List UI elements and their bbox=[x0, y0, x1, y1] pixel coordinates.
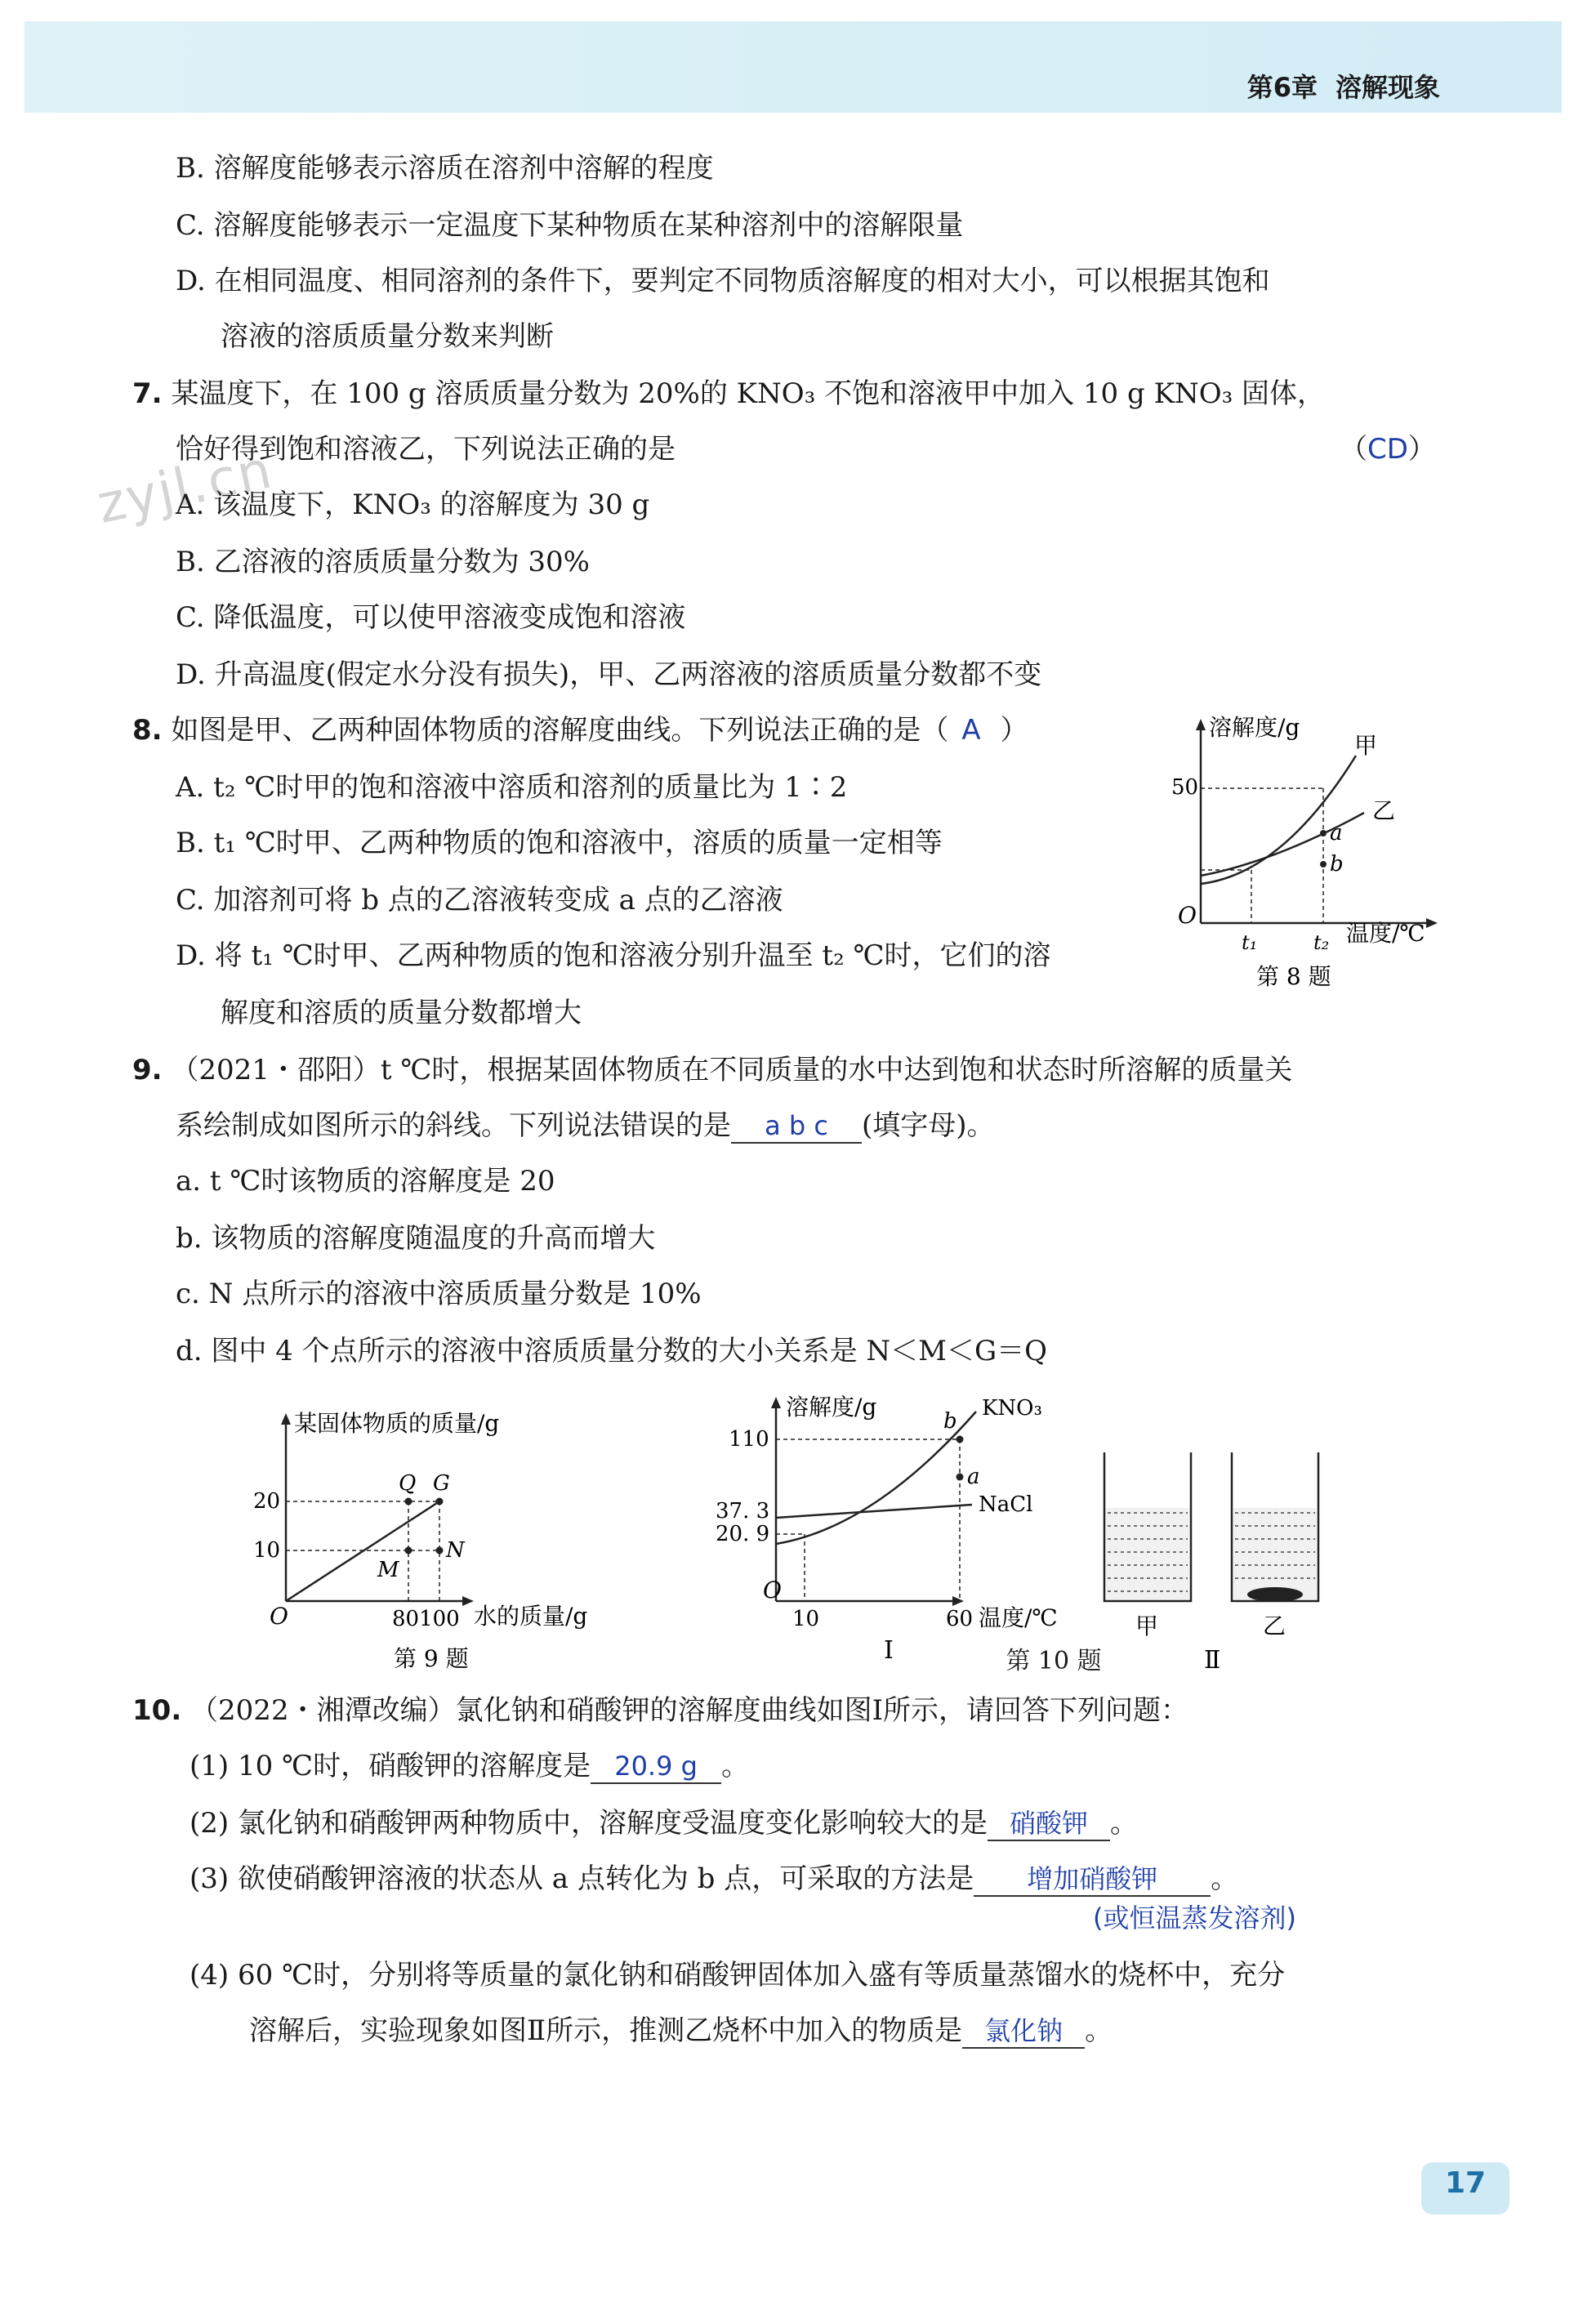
q10-kno3-label: KNO₃ bbox=[982, 1396, 1042, 1421]
q10-curve-nacl bbox=[776, 1505, 972, 1518]
q7-stem-line1 bbox=[132, 376, 1325, 412]
q9-label-g: G bbox=[433, 1471, 450, 1496]
q7-stem-text1: 某温度下，在 100 g 溶质质量分数为 20%的 KNO₃ 不饱和溶液甲中加入 10 g KNO₃ 固体， bbox=[171, 377, 1326, 410]
q8-solubility-chart bbox=[1160, 703, 1462, 997]
q10-y-tick-110: 110 bbox=[729, 1427, 769, 1452]
q10-caption: 第 10 题 bbox=[1006, 1647, 1102, 1675]
q10-y-tick-37: 37. 3 bbox=[716, 1499, 770, 1523]
q8-option-d-line2: 解度和溶质的质量分数都增大 bbox=[221, 997, 582, 1029]
q10-origin: O bbox=[763, 1577, 782, 1604]
q8-stem bbox=[132, 712, 1028, 748]
q10-part1-answer: 20.9 g bbox=[591, 1750, 721, 1784]
q8-point-b bbox=[1320, 861, 1327, 868]
q9-point-n bbox=[436, 1547, 444, 1555]
q8-x-tick-t2: t₂ bbox=[1313, 931, 1330, 954]
q8-label-b: b bbox=[1330, 852, 1344, 877]
q10-stem bbox=[132, 1693, 1188, 1729]
q9-label-q: Q bbox=[399, 1471, 417, 1496]
q9-stem-text2: 系绘制成如图所示的斜线。下列说法错误的是 bbox=[176, 1109, 731, 1142]
q7-paren-close: ） bbox=[1407, 433, 1436, 466]
q7-option-a: A. 该温度下，KNO₃ 的溶解度为 30 g bbox=[176, 488, 650, 521]
q9-y-tick-20: 20 bbox=[253, 1489, 281, 1514]
q7-paren-open: （ bbox=[1340, 433, 1367, 466]
q10-part4-line1: (4) 60 ℃时，分别将等质量的氯化钠和硝酸钾固体加入盛有等质量蒸馏水的烧杯中，充分 bbox=[190, 1959, 1286, 1992]
q7-answer-box bbox=[1340, 431, 1436, 467]
q9-option-a: a. t ℃时该物质的溶解度是 20 bbox=[176, 1165, 555, 1198]
q10-x-tick-10: 10 bbox=[792, 1607, 820, 1631]
q8-paren-close: ） bbox=[1000, 714, 1028, 747]
q10-fig2-label: Ⅱ bbox=[1204, 1646, 1221, 1675]
q8-point-a bbox=[1320, 830, 1327, 836]
q10-stem-text: （2022・湘潭改编）氯化钠和硝酸钾的溶解度曲线如图Ⅰ所示，请回答下列问题： bbox=[190, 1694, 1189, 1727]
q10-part4-text: 溶解后，实验现象如图Ⅱ所示，推测乙烧杯中加入的物质是 bbox=[249, 2014, 963, 2047]
q9-stem-text1: （2021・邵阳）t ℃时，根据某固体物质在不同质量的水中达到饱和状态时所溶解的质量关 bbox=[171, 1054, 1293, 1086]
q8-option-d-line1: D. 将 t₁ ℃时甲、乙两种物质的饱和溶液分别升温至 t₂ ℃时，它们的溶 bbox=[176, 939, 1051, 972]
q8-option-c: C. 加溶剂可将 b 点的乙溶液转变成 a 点的乙溶液 bbox=[176, 884, 783, 917]
q10-part3 bbox=[190, 1861, 1238, 1897]
q10-y-arrow bbox=[771, 1397, 781, 1408]
q6-option-b: B. 溶解度能够表示溶质在溶剂中溶解的程度 bbox=[176, 152, 714, 185]
q10-part3-end: 。 bbox=[1211, 1862, 1239, 1895]
beaker-jia-label: 甲 bbox=[1135, 1613, 1159, 1639]
q9-answer-blank: a b c bbox=[731, 1109, 862, 1144]
q10-x-label: 温度/℃ bbox=[979, 1604, 1058, 1631]
q8-curve-yi-label: 乙 bbox=[1372, 797, 1396, 824]
q10-part2-text: (2) 氯化钠和硝酸钾两种物质中，溶解度受温度变化影响较大的是 bbox=[190, 1807, 988, 1840]
q9-x-tick: 80100 bbox=[392, 1607, 460, 1631]
q9-y-arrow bbox=[281, 1413, 291, 1425]
q10-part3-answer: 增加硝酸钾 bbox=[974, 1862, 1211, 1897]
q8-y-label: 溶解度/g bbox=[1209, 714, 1300, 741]
q9-point-g bbox=[436, 1498, 444, 1505]
q9-x-label: 水的质量/g bbox=[474, 1603, 588, 1630]
q10-beakers bbox=[1095, 1438, 1340, 1675]
q10-part2-answer: 硝酸钾 bbox=[988, 1807, 1110, 1841]
q9-stem-end: (填字母)。 bbox=[862, 1109, 995, 1142]
q8-number: 8. bbox=[132, 714, 163, 747]
q9-label-m: M bbox=[377, 1558, 399, 1582]
chapter-title: 溶解现象 bbox=[1335, 72, 1440, 103]
q7-option-d: D. 升高温度(假定水分没有损失)，甲、乙两溶液的溶质质量分数都不变 bbox=[176, 658, 1042, 691]
q8-answer: A bbox=[961, 714, 981, 747]
q7-option-c: C. 降低温度，可以使甲溶液变成饱和溶液 bbox=[176, 601, 686, 634]
q8-x-arrow bbox=[1426, 918, 1438, 928]
q7-answer: CD bbox=[1367, 433, 1408, 466]
beaker-yi-precipitate bbox=[1247, 1587, 1303, 1602]
q10-point-b bbox=[956, 1436, 964, 1443]
beaker-yi-solution bbox=[1233, 1508, 1317, 1599]
q10-label-a: a bbox=[967, 1465, 980, 1489]
q9-stem-line2 bbox=[176, 1108, 995, 1144]
q9-stem-line1 bbox=[132, 1052, 1292, 1088]
beaker-jia-solution bbox=[1106, 1508, 1189, 1599]
q9-mass-chart bbox=[237, 1397, 645, 1675]
q9-caption: 第 9 题 bbox=[394, 1645, 469, 1672]
q10-fig1-label: Ⅰ bbox=[884, 1636, 894, 1665]
chapter-number: 第6章 bbox=[1246, 72, 1318, 103]
q9-origin: O bbox=[270, 1603, 288, 1630]
q9-option-c: c. N 点所示的溶液中溶质质量分数是 10% bbox=[176, 1278, 702, 1310]
q10-point-a bbox=[956, 1474, 964, 1481]
q9-point-q bbox=[405, 1498, 412, 1505]
q6-option-d-line1: D. 在相同温度、相同溶剂的条件下，要判定不同物质溶解度的相对大小，可以根据其饱和 bbox=[176, 265, 1270, 297]
watermark: zyjl.cn bbox=[91, 439, 279, 536]
q7-stem-line2: 恰好得到饱和溶液乙，下列说法正确的是 bbox=[176, 433, 676, 466]
q8-curve-jia-label: 甲 bbox=[1354, 732, 1378, 759]
q10-x-tick-60: 60 bbox=[946, 1607, 974, 1631]
q10-y-tick-20: 20. 9 bbox=[716, 1522, 770, 1546]
q10-solubility-chart bbox=[694, 1381, 1119, 1675]
q6-option-c: C. 溶解度能够表示一定温度下某种物质在某种溶剂中的溶解限量 bbox=[176, 209, 964, 242]
page-number: 17 bbox=[1444, 2166, 1487, 2200]
q8-option-b: B. t₁ ℃时甲、乙两种物质的饱和溶液中，溶质的质量一定相等 bbox=[176, 827, 943, 859]
q10-part4-answer: 氯化钠 bbox=[962, 2014, 1085, 2049]
q10-nacl-label: NaCl bbox=[979, 1492, 1033, 1517]
q10-part4-end: 。 bbox=[1085, 2014, 1113, 2047]
q10-x-arrow bbox=[952, 1596, 964, 1606]
q10-part1-text: (1) 10 ℃时，硝酸钾的溶解度是 bbox=[190, 1750, 591, 1782]
q8-y-arrow bbox=[1196, 719, 1206, 730]
q8-stem-text: 如图是甲、乙两种固体物质的溶解度曲线。下列说法正确的是（ bbox=[171, 714, 949, 747]
q9-y-label: 某固体物质的质量/g bbox=[294, 1410, 500, 1437]
q9-x-arrow bbox=[462, 1596, 474, 1606]
q10-y-label: 溶解度/g bbox=[786, 1394, 877, 1421]
q9-option-d: d. 图中 4 个点所示的溶液中溶质质量分数的大小关系是 N＜M＜G＝Q bbox=[176, 1335, 1048, 1367]
q9-label-n: N bbox=[446, 1538, 465, 1563]
q7-option-b: B. 乙溶液的溶质质量分数为 30% bbox=[176, 546, 590, 578]
q9-option-b: b. 该物质的溶解度随温度的升高而增大 bbox=[176, 1222, 656, 1255]
q10-part2 bbox=[190, 1805, 1138, 1841]
beaker-yi-label: 乙 bbox=[1263, 1613, 1286, 1639]
q10-part1 bbox=[190, 1748, 749, 1784]
q8-option-a: A. t₂ ℃时甲的饱和溶液中溶质和溶剂的质量比为 1∶2 bbox=[176, 771, 848, 804]
q10-part4-line2 bbox=[249, 2013, 1113, 2049]
q8-origin: O bbox=[1178, 902, 1197, 929]
q8-x-tick-t1: t₁ bbox=[1242, 931, 1258, 954]
q8-y-tick-50: 50 bbox=[1171, 775, 1199, 800]
q9-number: 9. bbox=[132, 1054, 163, 1086]
q8-caption: 第 8 题 bbox=[1256, 963, 1331, 990]
q10-part3-text: (3) 欲使硝酸钾溶液的状态从 a 点转化为 b 点，可采取的方法是 bbox=[190, 1862, 974, 1895]
q10-part1-end: 。 bbox=[721, 1750, 750, 1782]
q9-y-tick-10: 10 bbox=[253, 1538, 281, 1563]
q9-point-m bbox=[405, 1547, 412, 1555]
q8-x-label: 温度/℃ bbox=[1346, 920, 1425, 947]
q10-number: 10. bbox=[132, 1694, 182, 1727]
q9-line bbox=[286, 1501, 439, 1601]
chapter-heading bbox=[1247, 67, 1440, 105]
q6-option-d-line2: 溶液的溶质质量分数来判断 bbox=[221, 320, 554, 353]
q7-number: 7. bbox=[132, 377, 163, 410]
q10-part2-end: 。 bbox=[1109, 1807, 1138, 1840]
q10-label-b: b bbox=[943, 1409, 957, 1434]
q8-label-a: a bbox=[1330, 821, 1343, 845]
q10-part3-answer2: (或恒温蒸发溶剂) bbox=[1093, 1902, 1296, 1934]
